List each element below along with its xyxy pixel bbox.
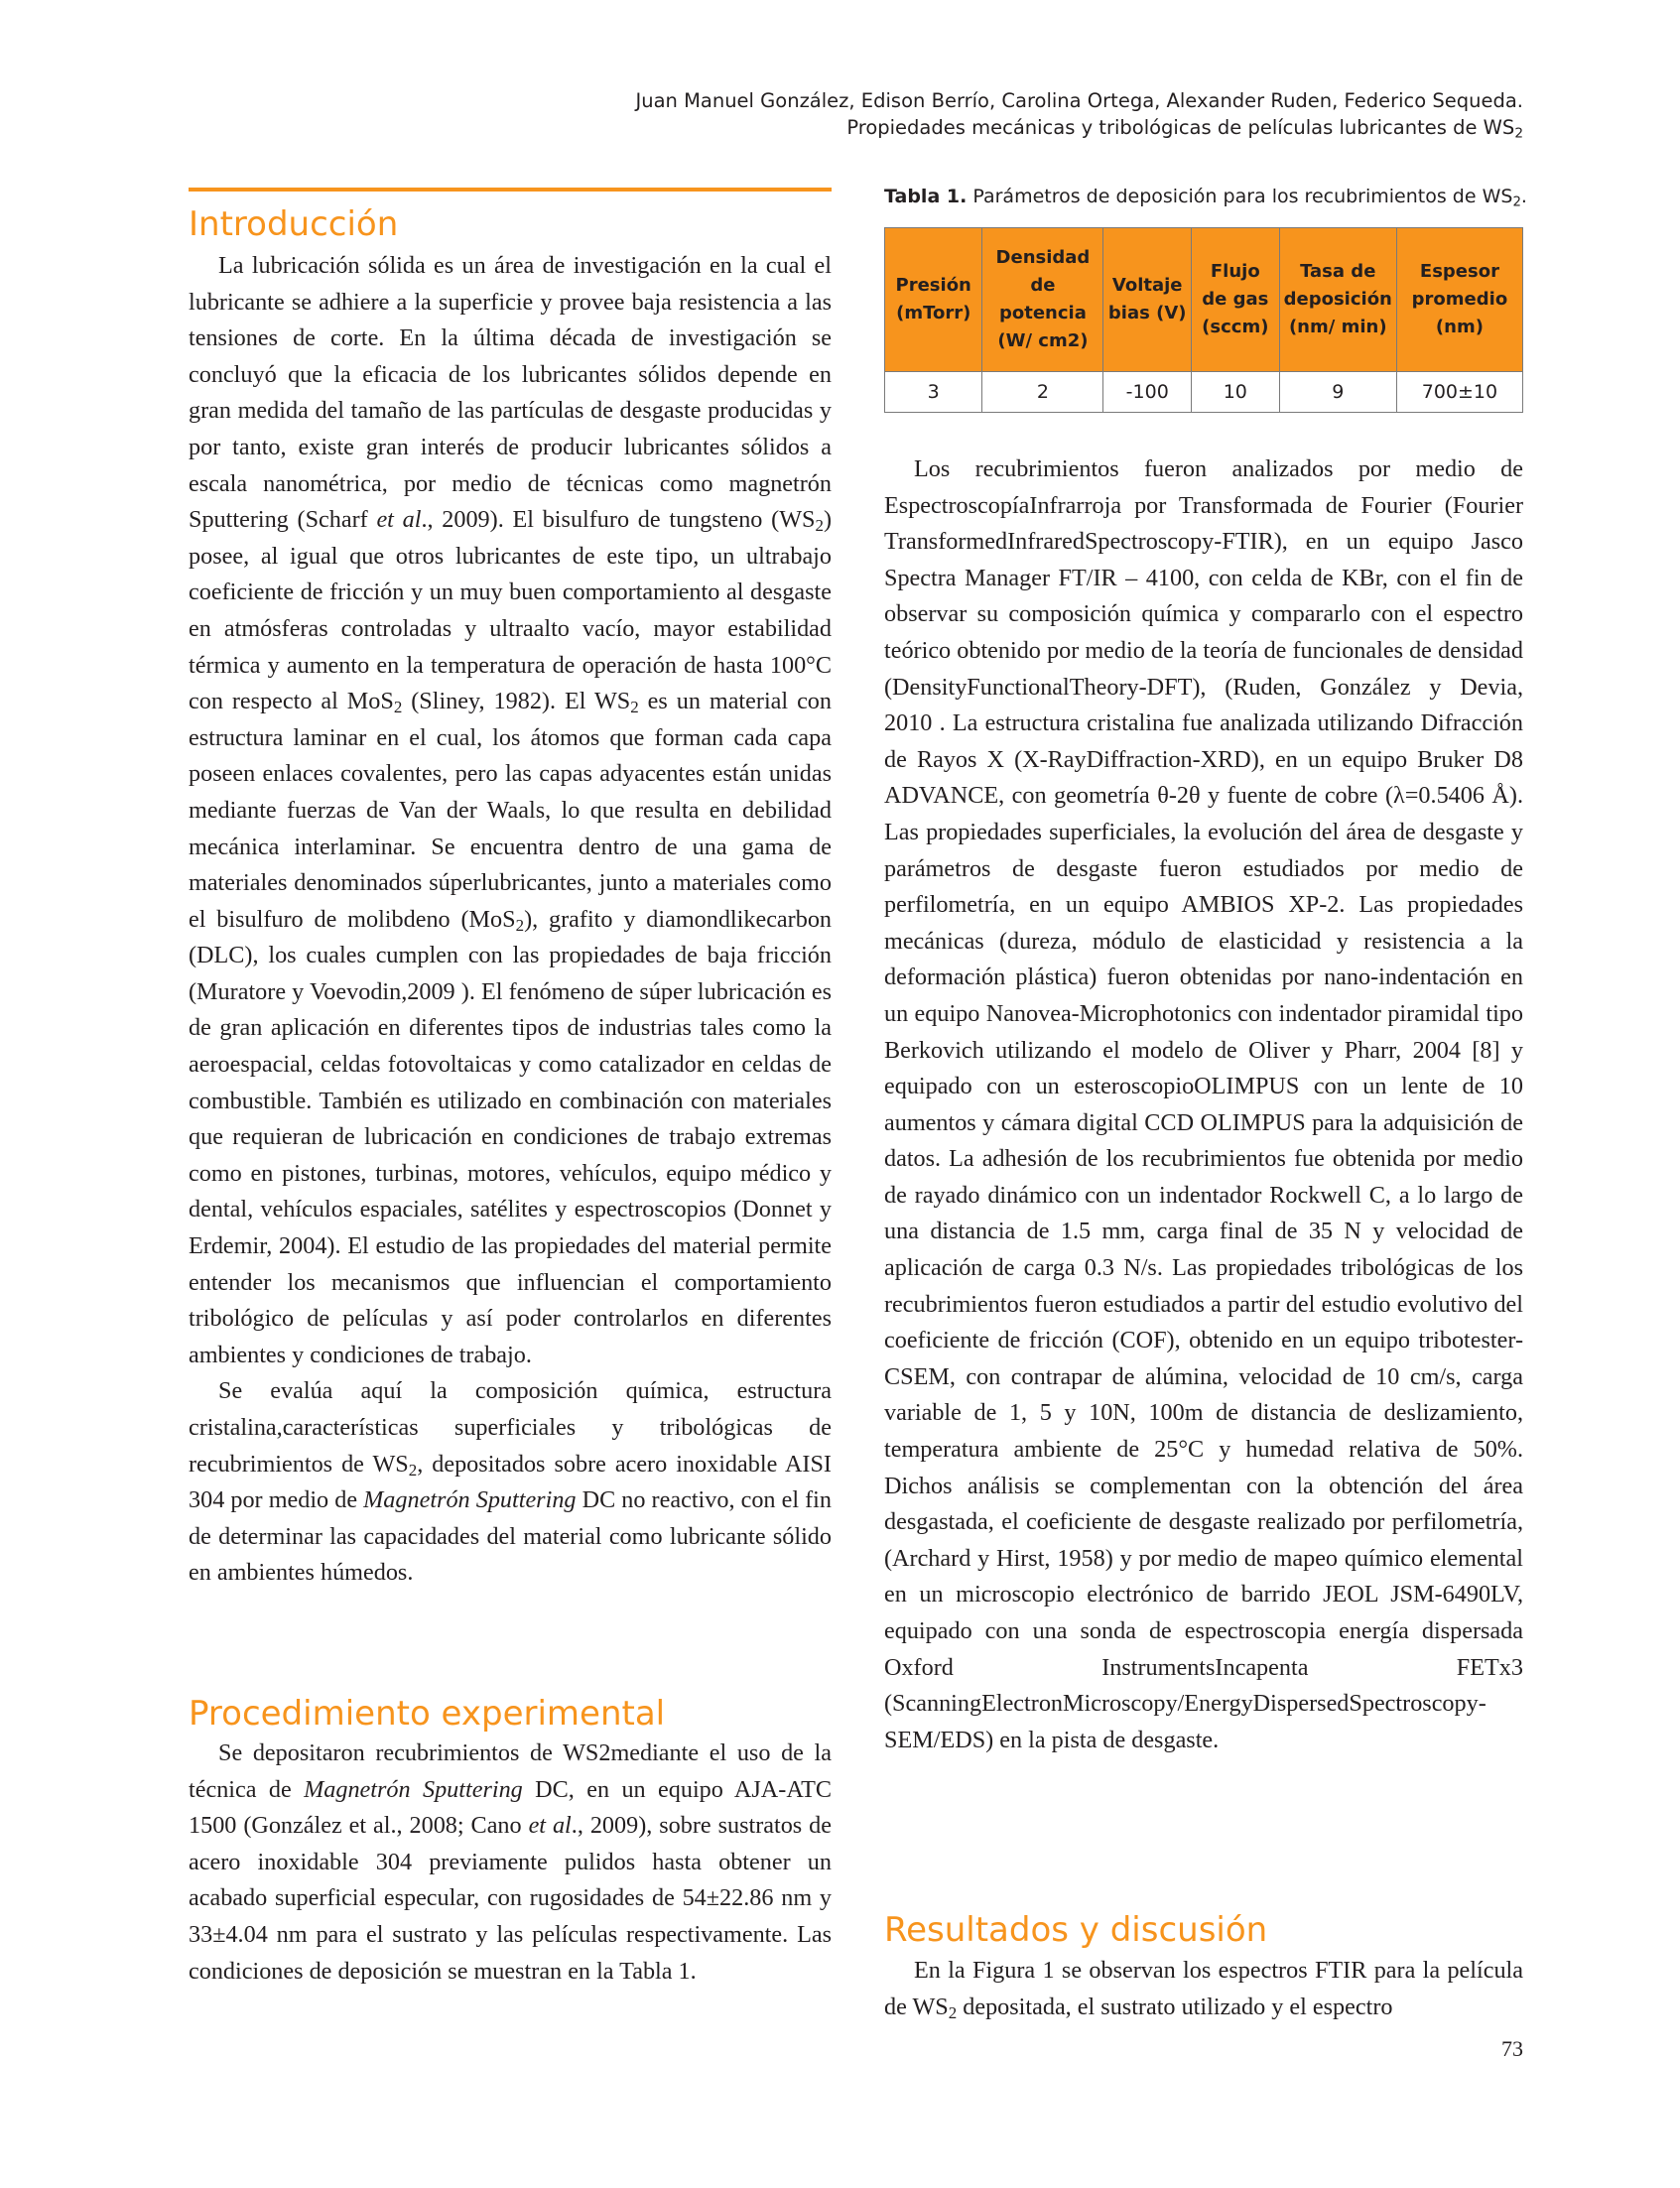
metodos-paragraph-1: Los recubrimientos fueron analizados por medio de EspectroscopíaInfrarroja por Transformada de Fourier (Fourier TransformedInfraredSpectroscopy-FTIR), en un equipo Jasco Spectra Manager FT/IR – 4100, con celda de KBr, con el fin de observar su composición química y compararlo con el espectro teórico obtenido por medio de la teoría de funcionales de densidad (DensityFunctionalTheory-DFT), (Ruden, González y Devia, 2010 . La estructura cristalina fue analizada utilizando Difracción de Rayos X (X-RayDiffraction-XRD), en un equipo Bruker D8 ADVANCE, con geometría θ-2θ y fuente de cobre (λ=0.5406 Å). Las propiedades superficiales, la evolución del área de desgaste y parámetros de desgaste fueron estudiados por medio de perfilometría, en un equipo AMBIOS XP-2. Las propiedades mecánicas (dureza, módulo de elasticidad y resistencia a la deformación plástica) fueron obtenidas por nano-indentación en un equipo Nanovea-Microphotonics con indentador piramidal tipo Berkovich utilizando el modelo de Oliver y Pharr, 2004 [8] y equipado con un esteroscopioOLIMPUS con un lente de 10 aumentos y cámara digital CCD OLIMPUS para la adquisición de datos. La adhesión de los recubrimientos fue obtenida por medio de rayado dinámico con un indentador Rockwell C, a lo largo de una distancia de 1.5 mm, carga final de 35 N y velocidad de aplicación de carga 0.3 N/s. Las propiedades tribológicas de los recubrimientos fueron estudiados a partir del estudio evolutivo del coeficiente de fricción (COF), obtenido en un equipo tribotester-CSEM, con contrapar de alúmina, velocidad de 10 cm/s, carga variable de 1, 5 y 10N, 100m de distancia de deslizamiento, temperatura ambiente de 25°C y humedad relativa de 50%. Dichos análisis se complementan con la obtención del área desgastada, el coeficiente de desgaste realizado por perfilometría, (Archard y Hirst, 1958) y por medio de mapeo químico elemental en un microscopio electrónico de barrido JEOL JSM-6490LV, equipado con una sonda de espectroscopia energía dispersada Oxford InstrumentsIncapenta FETx3 (ScanningElectronMicroscopy/EnergyDispersedSpectroscopy-SEM/EDS) en la pista de desgaste.: [884, 455, 1523, 1753]
intro-text: [189, 248, 832, 1592]
intro-paragraph-1: La lubricación sólida es un área de investigación en la cual el lubricante se adhiere a la superficie y provee baja resistencia a las tensiones de corte. En la última década de investigación se concluyó que la eficacia de los lubricantes sólidos depende en gran medida del tamaño de las partículas de desgaste producidas y por tanto, existe gran interés de producir lubricantes sólidos a escala nanométrica, por medio de técnicas como magnetrón Sputtering (Scharf et al., 2009). El bisulfuro de tungsteno $(WS_2)$ posee, al igual que otros lubricantes de este tipo, un ultrabajo coeficiente de fricción y un muy buen comportamiento al desgaste en atmósferas controladas y ultraalto vacío, mayor estabilidad térmica y aumento en la temperatura de operación de hasta 100°C con respecto al MoS$_2$ (Sliney, 1982). El $WS_2$ es un material con estructura laminar en el cual, los átomos que forman cada capa poseen enlaces covalentes, pero las capas adyacentes están unidas mediante fuerzas de Van der Waals, lo que resulta en debilidad mecánica interlaminar. Se encuentra dentro de una gama de materiales denominados súperlubricantes, junto a materiales como el bisulfuro de molibdeno (MoS$_2$), grafito y diamondlikecarbon (DLC), los cuales cumplen con las propiedades de baja fricción (Muratore y Voevodin,2009 ). El fenómeno de súper lubricación es de gran aplicación en diferentes tipos de industrias tales como la aeroespacial, celdas fotovoltaicas y como catalizador en celdas de combustible. También es utilizado en combinación con materiales que requieran de lubricación en condiciones de trabajo extremas como en pistones, turbinas, motores, vehículos, equipo médico y dental, vehículos espaciales, satélites y espectroscopios (Donnet y Erdemir, 2004). El estudio de las propiedades del material permite entender los mecanismos que influencian el comportamiento tribológico de películas y así poder controlarlos en diferentes ambientes y condiciones de trabajo.: [189, 252, 833, 1368]
section-rule: [189, 188, 832, 192]
table-cell: 10: [1192, 372, 1280, 413]
table-cell: 3: [885, 372, 982, 413]
deposition-parameters-table: [884, 227, 1523, 413]
table-header-cell: Voltaje bias (V): [1103, 228, 1192, 372]
procedimiento-paragraph-1: Se depositaron recubrimientos de WS2mediante el uso de la técnica de Magnetrón Sputtering DC, en un equipo AJA-ATC 1500 (González et al., 2008; Cano et al., 2009), sobre sustratos de acero inoxidable 304 previamente pulidos hasta obtener un acabado superficial especular, con rugosidades de 54±22.86 nm y 33±4.04 nm para el sustrato y las películas respectivamente. Las condiciones de deposición se muestran en la Tabla 1.: [189, 1739, 833, 1985]
metodos-text: [884, 451, 1523, 1758]
header-authors: Juan Manuel González, Edison Berrío, Carolina Ortega, Alexander Ruden, Federico Sequeda.: [635, 89, 1523, 112]
table-header-cell: Densidad de potencia (W/ cm2): [982, 228, 1103, 372]
heading-resultados: Resultados y discusión: [884, 1910, 1268, 1950]
procedimiento-text: [189, 1736, 832, 1990]
header-title: Propiedades mecánicas y tribológicas de películas lubricantes de $WS_2$: [846, 116, 1523, 142]
table-row: [885, 372, 1523, 413]
table-header-cell: Presión (mTorr): [885, 228, 982, 372]
intro-paragraph-2: Se evalúa aquí la composición química, estructura cristalina,características superficiales y tribológicas de recubrimientos de $WS_2$, depositados sobre acero inoxidable AISI 304 por medio de Magnetrón Sputtering DC no reactivo, con el fin de determinar las capacidades del material como lubricante sólido en ambientes húmedos.: [189, 1377, 832, 1587]
running-header: [635, 87, 1523, 141]
table-header-cell: Flujo de gas (sccm): [1192, 228, 1280, 372]
heading-introduccion: Introducción: [189, 204, 399, 244]
table-header-cell: Espesor promedio (nm): [1396, 228, 1522, 372]
table-header-cell: Tasa de deposición (nm/ min): [1279, 228, 1396, 372]
table-cell: 2: [982, 372, 1103, 413]
table-cell: 700±10: [1396, 372, 1522, 413]
table-cell: 9: [1279, 372, 1396, 413]
resultados-text: [884, 1953, 1523, 2025]
table-caption: Tabla 1. Parámetros de deposición para los recubrimientos de $WS_2$.: [884, 186, 1527, 210]
table-cell: -100: [1103, 372, 1192, 413]
heading-procedimiento: Procedimiento experimental: [189, 1694, 666, 1734]
table-header-row: [885, 228, 1523, 372]
page-number: 73: [1501, 2036, 1523, 2061]
resultados-paragraph-1: En la Figura 1 se observan los espectros FTIR para la película de $WS_2$ depositada, el sustrato utilizado y el espectro: [884, 1957, 1523, 2022]
